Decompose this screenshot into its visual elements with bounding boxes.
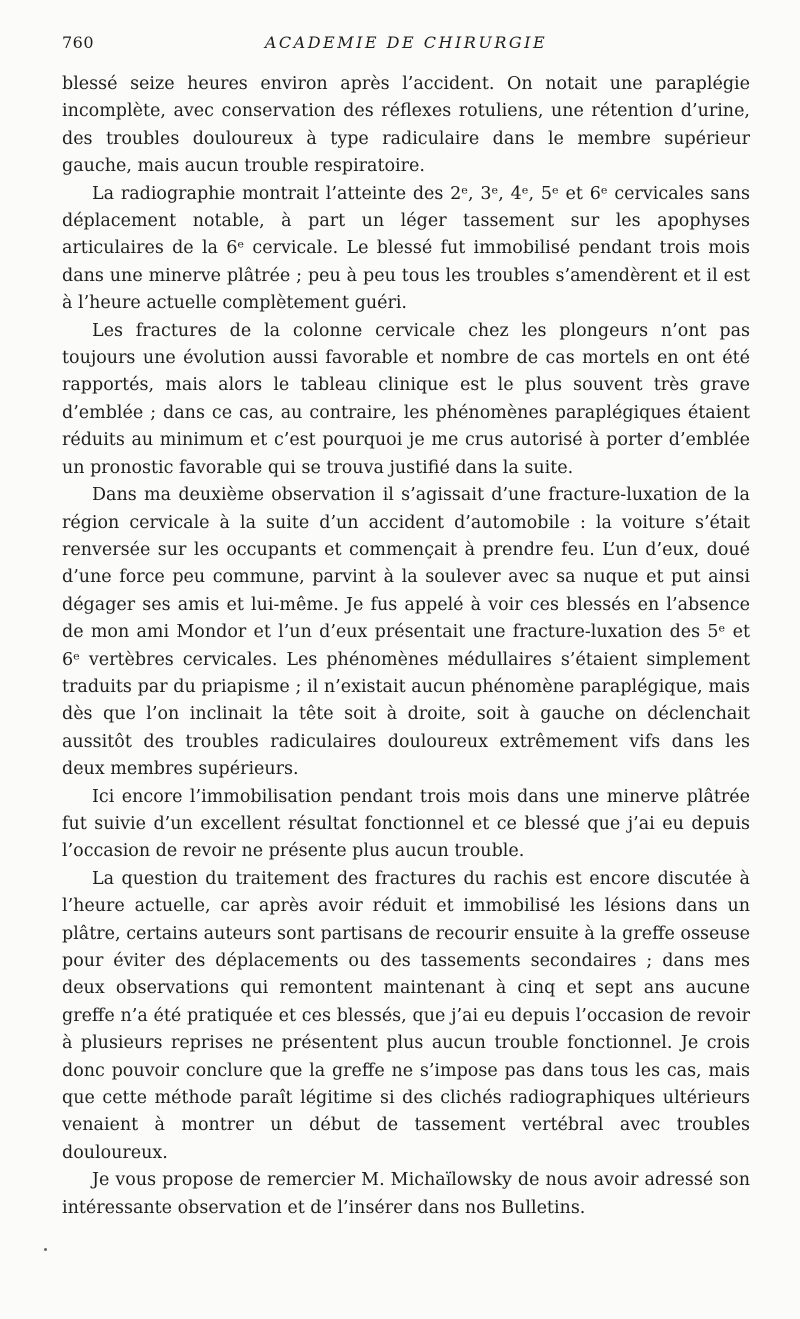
page-number: 760	[62, 33, 95, 52]
paragraph-conclusion: Je vous propose de remercier M. Michaïlowsky de nous avoir adressé son intéressante observation et de l’insérer dans nos Bulletins.	[62, 1170, 750, 1218]
body-text	[62, 71, 750, 1222]
paragraph-treatment-question: La question du traitement des fractures du rachis est encore discutée à l’heure actuelle, car après avoir réduit et immobilisé les lésions dans un plâtre, certains auteurs sont partisans de recourir ensuite à la greffe osseuse pour éviter des déplacements ou des tassements secondaires ; dans mes deux observations qui remontent maintenant à cinq et sept ans aucune greffe n’a été pratiquée et ces blessés, que j’ai eu depuis l’occasion de revoir à plusieurs reprises ne présentent plus aucun trouble fonctionnel. Je crois donc pouvoir conclure que la greffe ne s’impose pas dans tous les cas, mais que cette méthode paraît légitime si des clichés radiographiques ultérieurs venaient à montrer un début de tassement vertébral avec troubles douloureux.	[62, 868, 750, 1163]
paragraph-radiography: La radiographie montrait l’atteinte des 2ᵉ, 3ᵉ, 4ᵉ, 5ᵉ et 6ᵉ cervicales sans déplacement notable, à part un léger tassement sur les apophyses articulaires de la 6ᵉ cervicale. Le blessé fut immobilisé pendant trois mois dans une minerve plâtrée ; peu à peu tous les troubles s’amendèrent et il est à l’heure actuelle complètement guéri.	[62, 183, 750, 314]
paragraph-divers-fractures: Les fractures de la colonne cervicale chez les plongeurs n’ont pas toujours une évolution aussi favorable et nombre de cas mortels en ont été rapportés, mais alors le tableau clinique est le plus souvent très grave d’emblée ; dans ce cas, au contraire, les phénomènes paraplégiques étaient réduits au minimum et c’est pourquoi je me crus autorisé à porter d’emblée un pronostic favorable qui se trouva justifié dans la suite.	[62, 320, 750, 478]
running-title: ACADEMIE DE CHIRURGIE	[264, 33, 548, 52]
paragraph-continued: blessé seize heures environ après l’accident. On notait une paraplégie incomplète, avec conservation des réflexes rotuliens, une rétention d’urine, des troubles douloureux à type radiculaire dans le membre supérieur gauche, mais aucun trouble respiratoire.	[62, 74, 750, 177]
paragraph-immobilisation: Ici encore l’immobilisation pendant trois mois dans une minerve plâtrée fut suivie d’un excellent résultat fonctionnel et ce blessé que j’ai eu depuis l’occasion de revoir ne présente plus aucun trouble.	[62, 786, 750, 862]
print-speck	[44, 1248, 47, 1251]
page-header	[62, 33, 750, 57]
paragraph-second-observation: Dans ma deuxième observation il s’agissait d’une fracture-luxation de la région cervicale à la suite d’un accident d’automobile : la voiture s’était renversée sur les occupants et commençait à prendre feu. L’un d’eux, doué d’une force peu commune, parvint à la soulever avec sa nuque et put ainsi dégager ses amis et lui-même. Je fus appelé à voir ces blessés en l’absence de mon ami Mondor et l’un d’eux présentait une fracture-luxation des 5ᵉ et 6ᵉ vertèbres cervicales. Les phénomènes médullaires s’étaient simplement traduits par du priapisme ; il n’existait aucun phénomène paraplégique, mais dès que l’on inclinait la tête soit à droite, soit à gauche on déclenchait aussitôt des troubles radiculaires douloureux extrêmement vifs dans les deux membres supérieurs.	[62, 485, 750, 780]
